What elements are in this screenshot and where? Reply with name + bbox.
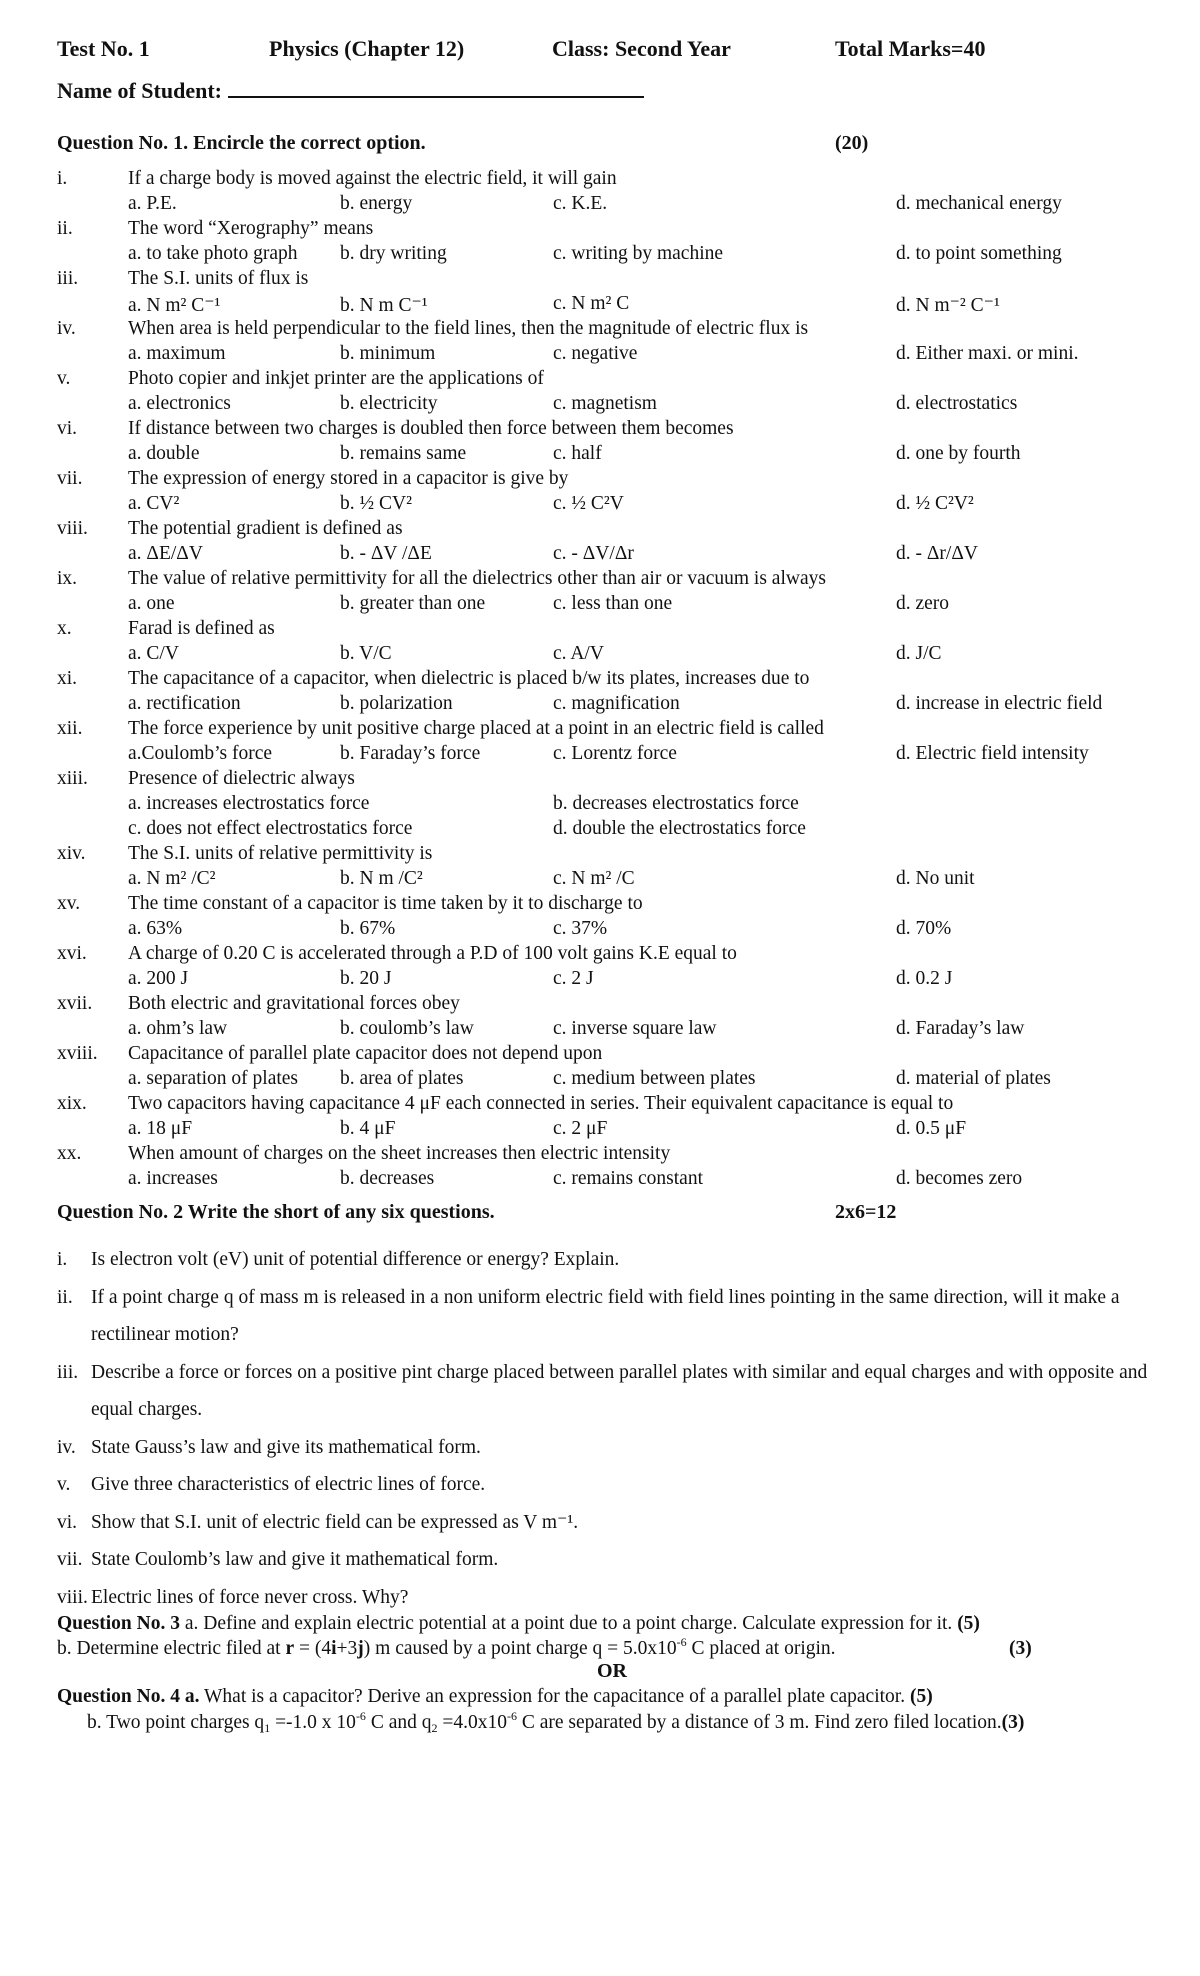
mcq-options (128, 918, 1158, 943)
mcq-number: xiii. (57, 768, 88, 789)
option-c[interactable]: c. Lorentz force (553, 743, 677, 764)
option-a[interactable]: a. 18 μF (128, 1118, 193, 1139)
option-a[interactable]: a. P.E. (128, 193, 177, 214)
mcq-item (57, 268, 1157, 318)
mcq-options (128, 593, 1158, 618)
option-a[interactable]: a. N m² C⁻¹ (128, 295, 221, 316)
option-a[interactable]: a. N m² /C² (128, 868, 216, 889)
short-question-text: State Coulomb’s law and give it mathematical form. (91, 1549, 499, 1570)
mcq-question: Both electric and gravitational forces obey (128, 993, 460, 1014)
option-b[interactable]: b. area of plates (340, 1068, 464, 1089)
option-d[interactable]: d. double the electrostatics force (553, 818, 806, 839)
mcq-options (128, 968, 1158, 993)
mcq-options (128, 193, 1158, 218)
option-b[interactable]: b. 67% (340, 918, 396, 939)
mcq-number: i. (57, 168, 68, 189)
option-a[interactable]: a. ΔE/ΔV (128, 543, 203, 564)
option-a[interactable]: a. electronics (128, 393, 231, 414)
mcq-item (57, 318, 1157, 368)
option-c[interactable]: c. N m² /C (553, 868, 635, 889)
mcq-options (128, 543, 1158, 568)
mcq-item (57, 568, 1157, 618)
option-a[interactable]: a. 63% (128, 918, 183, 939)
option-d[interactable]: d. one by fourth (896, 443, 1021, 464)
q4-part-a (57, 1686, 933, 1708)
option-a[interactable]: a. C/V (128, 643, 179, 664)
option-d[interactable]: d. Electric field intensity (896, 743, 1089, 764)
option-b[interactable]: b. minimum (340, 343, 436, 364)
mcq-item (57, 1093, 1157, 1143)
option-c[interactable]: c. does not effect electrostatics force (128, 818, 413, 839)
q4-b-marks: (3) (1001, 1712, 1025, 1733)
short-question-text: State Gauss’s law and give its mathematical form. (91, 1436, 481, 1458)
mcq-options (128, 693, 1158, 718)
short-question (57, 1504, 1157, 1542)
mcq-question: The time constant of a capacitor is time taken by it to discharge to (128, 893, 643, 914)
short-question (57, 1241, 1157, 1279)
option-c[interactable]: c. medium between plates (553, 1068, 756, 1089)
option-a[interactable]: a. rectification (128, 693, 241, 714)
student-name-label: Name of Student: (57, 78, 222, 103)
mcq-number: viii. (57, 518, 88, 539)
option-b[interactable]: b. greater than one (340, 593, 486, 614)
option-c[interactable]: c. A/V (553, 643, 604, 664)
mcq-item (57, 368, 1157, 418)
option-c[interactable]: c. negative (553, 343, 638, 364)
mcq-number: xx. (57, 1143, 82, 1164)
mcq-question: The expression of energy stored in a capacitor is give by (128, 468, 569, 489)
option-b[interactable]: b. dry writing (340, 243, 447, 264)
short-question-text: Is electron volt (eV) unit of potential difference or energy? Explain. (91, 1249, 620, 1270)
mcq-question: The force experience by unit positive charge placed at a point in an electric field is called (128, 718, 824, 739)
option-d[interactable]: d. 70% (896, 918, 952, 939)
short-question-number: iii. (57, 1361, 79, 1383)
mcq-item (57, 168, 1157, 218)
option-b[interactable]: b. remains same (340, 443, 467, 464)
short-question-number: i. (57, 1249, 68, 1270)
option-b[interactable]: b. N m C⁻¹ (340, 295, 428, 316)
short-question (57, 1579, 1157, 1617)
q4-a-marks: (5) (909, 1686, 933, 1707)
mcq-number: xii. (57, 718, 83, 739)
option-d[interactable]: d. mechanical energy (896, 193, 1062, 214)
option-c[interactable]: c. - ΔV/Δr (553, 543, 634, 564)
short-question (57, 1429, 1157, 1467)
mcq-question: Photo copier and inkjet printer are the applications of (128, 368, 544, 389)
mcq-number: xix. (57, 1093, 87, 1114)
option-c[interactable]: c. K.E. (553, 193, 608, 214)
q3-label: Question No. 3 (57, 1613, 180, 1634)
mcq-number: vii. (57, 468, 83, 489)
q4-part-b (87, 1709, 1025, 1735)
mcq-options (128, 868, 1158, 893)
option-a[interactable]: a. increases electrostatics force (128, 793, 370, 814)
mcq-question: The S.I. units of flux is (128, 268, 309, 289)
student-name-blank[interactable] (228, 78, 644, 98)
q4-label: Question No. 4 a. (57, 1686, 200, 1707)
mcq-item (57, 418, 1157, 468)
mcq-options (128, 493, 1158, 518)
mcq-item (57, 668, 1157, 718)
mcq-options (128, 293, 1158, 318)
mcq-number: xviii. (57, 1043, 98, 1064)
mcq-question: When amount of charges on the sheet increases then electric intensity (128, 1143, 671, 1164)
short-question-number: vi. (57, 1511, 78, 1533)
q3-part-b (57, 1635, 1032, 1660)
option-d[interactable]: d. ½ C²V² (896, 493, 974, 514)
option-c[interactable]: c. inverse square law (553, 1018, 717, 1039)
option-a[interactable]: a. separation of plates (128, 1068, 299, 1089)
q3-a-marks: (5) (957, 1613, 980, 1634)
mcq-options (128, 343, 1158, 368)
mcq-number: xiv. (57, 843, 86, 864)
mcq-options (128, 743, 1158, 768)
q1-title: Question No. 1. Encircle the correct option. (57, 132, 426, 154)
mcq-question: The value of relative permittivity for all the dielectrics other than air or vacuum is always (128, 568, 826, 589)
option-d[interactable]: d. - Δr/ΔV (896, 543, 978, 564)
option-a[interactable]: a. increases (128, 1168, 218, 1189)
mcq-question: The S.I. units of relative permittivity is (128, 843, 433, 864)
mcq-number: vi. (57, 418, 78, 439)
mcq-options (128, 243, 1158, 268)
short-question-number: viii. (57, 1586, 88, 1608)
option-c[interactable]: c. magnetism (553, 393, 657, 414)
mcq-number: iv. (57, 318, 76, 339)
short-question (57, 1541, 1157, 1579)
option-d[interactable]: d. electrostatics (896, 393, 1018, 414)
mcq-number: iii. (57, 268, 79, 289)
option-b[interactable]: b. 20 J (340, 968, 392, 989)
option-b[interactable]: b. - ΔV /ΔE (340, 543, 432, 564)
option-b[interactable]: b. electricity (340, 393, 438, 414)
q4-a-text: What is a capacitor? Derive an expression for the capacitance of a parallel plate capacitor. (199, 1686, 910, 1707)
short-question-text: Electric lines of force never cross. Why? (91, 1586, 409, 1608)
mcq-question: Presence of dielectric always (128, 768, 355, 789)
mcq-item (57, 993, 1157, 1043)
option-d[interactable]: d. N m⁻² C⁻¹ (896, 295, 1000, 316)
q2-title: Question No. 2 Write the short of any six questions. (57, 1201, 495, 1223)
q3-b-marks: (3) (1009, 1638, 1032, 1659)
mcq-item (57, 468, 1157, 518)
mcq-options (128, 1068, 1158, 1093)
mcq-options (128, 1118, 1158, 1143)
option-d[interactable]: d. Either maxi. or mini. (896, 343, 1079, 364)
or-separator: OR (597, 1660, 627, 1682)
mcq-item (57, 618, 1157, 668)
short-question-number: ii. (57, 1286, 73, 1308)
option-d[interactable]: d. becomes zero (896, 1168, 1023, 1189)
mcq-options (128, 393, 1158, 418)
short-questions-list (57, 1241, 1157, 1616)
q3-b-text: b. Determine electric filed at r = (4i+3j) m caused by a point charge $q = 5.0x10^{-6}$ C placed at origin. (57, 1635, 836, 1659)
option-b[interactable]: b. N m /C² (340, 868, 423, 889)
mcq-item (57, 943, 1157, 993)
option-c[interactable]: c. 37% (553, 918, 608, 939)
mcq-question: The word “Xerography” means (128, 218, 374, 239)
mcq-options (128, 793, 1158, 839)
option-b[interactable]: b. Faraday’s force (340, 743, 481, 764)
option-a[interactable]: a. one (128, 593, 175, 614)
mcq-item (57, 768, 1157, 843)
short-question (57, 1279, 1157, 1354)
option-d[interactable]: d. 0.2 J (896, 968, 953, 989)
mcq-options (128, 1018, 1158, 1043)
student-name-row (57, 78, 644, 104)
option-c[interactable]: c. N m² C (553, 293, 630, 314)
option-c[interactable]: c. 2 μF (553, 1118, 608, 1139)
mcq-number: ix. (57, 568, 78, 589)
mcq-question: Two capacitors having capacitance 4 μF each connected in series. Their equivalent capacitance is equal to (128, 1093, 954, 1114)
short-question-text: Show that S.I. unit of electric field can be expressed as V m⁻¹. (91, 1511, 579, 1533)
mcq-item (57, 718, 1157, 768)
option-d[interactable]: d. zero (896, 593, 950, 614)
mcq-question: The potential gradient is defined as (128, 518, 403, 539)
option-a[interactable]: a. ohm’s law (128, 1018, 228, 1039)
option-d[interactable]: d. 0.5 μF (896, 1118, 967, 1139)
mcq-options (128, 643, 1158, 668)
mcq-item (57, 893, 1157, 943)
option-d[interactable]: d. increase in electric field (896, 693, 1103, 714)
mcq-number: xvii. (57, 993, 93, 1014)
short-question-text: If a point charge q of mass m is released in a non uniform electric field with field lines pointing in the same direction, will it make a rectilinear motion? (91, 1286, 1120, 1345)
mcq-item (57, 843, 1157, 893)
mcq-question: A charge of 0.20 C is accelerated through a P.D of 100 volt gains K.E equal to (128, 943, 737, 964)
option-b[interactable]: b. V/C (340, 643, 392, 664)
total-marks: Total Marks=40 (835, 36, 986, 61)
option-d[interactable]: d. J/C (896, 643, 942, 664)
short-question-number: v. (57, 1474, 71, 1495)
mcq-item (57, 518, 1157, 568)
short-question-text: Give three characteristics of electric lines of force. (91, 1474, 486, 1495)
subject-chapter: Physics (Chapter 12) (269, 36, 465, 61)
q2-marks: 2x6=12 (835, 1201, 897, 1223)
mcq-number: xvi. (57, 943, 87, 964)
option-b[interactable]: b. energy (340, 193, 413, 214)
mcq-number: x. (57, 618, 72, 639)
option-b[interactable]: b. decreases electrostatics force (553, 793, 799, 814)
mcq-item (57, 1143, 1157, 1193)
option-b[interactable]: b. coulomb’s law (340, 1018, 474, 1039)
option-a[interactable]: a. 200 J (128, 968, 189, 989)
test-number: Test No. 1 (57, 36, 150, 61)
mcq-number: xi. (57, 668, 78, 689)
option-d[interactable]: d. Faraday’s law (896, 1018, 1025, 1039)
mcq-question: The capacitance of a capacitor, when dielectric is placed b/w its plates, increases due to (128, 668, 810, 689)
mcq-options (128, 443, 1158, 468)
option-b[interactable]: b. 4 μF (340, 1118, 396, 1139)
mcq-question: If a charge body is moved against the electric field, it will gain (128, 168, 617, 189)
mcq-question: Farad is defined as (128, 618, 275, 639)
q4-b-text: b. Two point charges $q_1 =-1.0$ x $10^{-6}$ C and $q_2 =4.0x10^{-6}$ C are separated by a distance of 3 m. Find zero filed location. (87, 1709, 1002, 1735)
mcq-question: When area is held perpendicular to the field lines, then the magnitude of electric flux is (128, 318, 809, 339)
mcq-number: xv. (57, 893, 81, 914)
option-c[interactable]: c. magnification (553, 693, 680, 714)
option-d[interactable]: d. material of plates (896, 1068, 1051, 1089)
short-question (57, 1354, 1157, 1429)
option-a[interactable]: a. to take photo graph (128, 243, 298, 264)
short-question-number: iv. (57, 1436, 76, 1458)
option-d[interactable]: d. to point something (896, 243, 1062, 264)
mcq-number: v. (57, 368, 71, 389)
option-a[interactable]: a. double (128, 443, 200, 464)
option-b[interactable]: b. ½ CV² (340, 493, 412, 514)
mcq-options (128, 1168, 1158, 1193)
mcq-item (57, 1043, 1157, 1093)
mcq-number: ii. (57, 218, 73, 239)
mcq-list (57, 168, 1157, 1193)
option-c[interactable]: c. writing by machine (553, 243, 724, 264)
short-question-text: Describe a force or forces on a positive pint charge placed between parallel plates with similar and equal charges and with opposite and equal charges. (91, 1361, 1148, 1420)
option-c[interactable]: c. ½ C²V (553, 493, 624, 514)
q3-a-text: a. Define and explain electric potential at a point due to a point charge. Calculate expression for it. (179, 1613, 958, 1634)
q1-marks: (20) (835, 132, 869, 154)
option-c[interactable]: c. remains constant (553, 1168, 703, 1189)
mcq-question: Capacitance of parallel plate capacitor does not depend upon (128, 1043, 603, 1064)
class-label: Class: Second Year (552, 36, 731, 61)
option-c[interactable]: c. half (553, 443, 602, 464)
q3-part-a (57, 1613, 980, 1635)
mcq-question: If distance between two charges is doubled then force between them becomes (128, 418, 734, 439)
option-a[interactable]: a. maximum (128, 343, 226, 364)
option-a[interactable]: a.Coulomb’s force (128, 743, 273, 764)
option-d[interactable]: d. No unit (896, 868, 975, 889)
option-a[interactable]: a. CV² (128, 493, 180, 514)
option-c[interactable]: c. 2 J (553, 968, 594, 989)
option-b[interactable]: b. decreases (340, 1168, 435, 1189)
short-question-number: vii. (57, 1549, 83, 1570)
option-c[interactable]: c. less than one (553, 593, 673, 614)
option-b[interactable]: b. polarization (340, 693, 453, 714)
mcq-item (57, 218, 1157, 268)
short-question (57, 1466, 1157, 1504)
